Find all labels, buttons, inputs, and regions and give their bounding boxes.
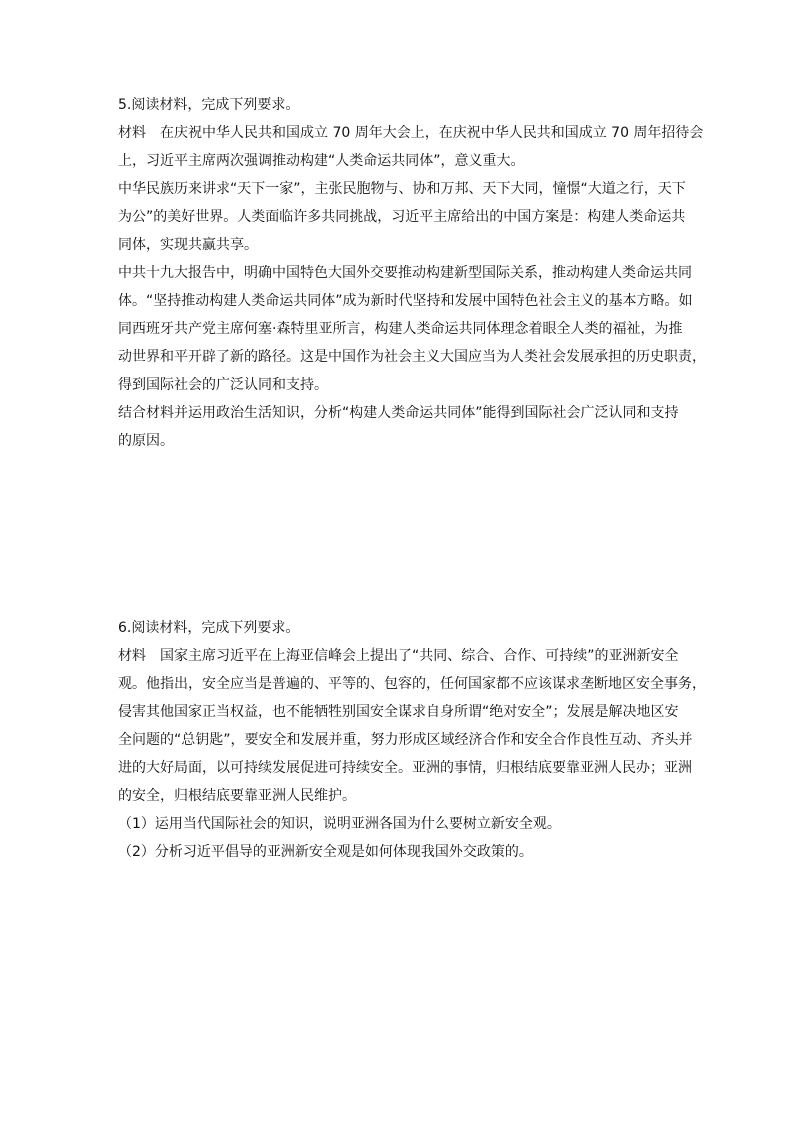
sub-question-2: （2）分析习近平倡导的亚洲新安全观是如何体现我国外交政策的。 xyxy=(118,844,533,860)
material-line: 观。他指出，安全应当是普遍的、平等的、包容的，任何国家都不应该谋求垄断地区安全事务， xyxy=(118,676,706,692)
material-line: 同体，实现共赢共享。 xyxy=(118,237,258,253)
material-line: 进的大好局面，以可持续发展促进可持续安全。亚洲的事情，归根结底要靠亚洲人民办；亚洲 xyxy=(118,760,692,776)
material-line: 中共十九大报告中，明确中国特色大国外交要推动构建新型国际关系，推动构建人类命运共同 xyxy=(118,265,692,281)
material-line: 同西班牙共产党主席何塞·森特里亚所言，构建人类命运共同体理念着眼全人类的福祉，为推 xyxy=(118,321,683,337)
material-line: 中华民族历来讲求“天下一家”，主张民胞物与、协和万邦、天下大同，憧憬“大道之行，天下 xyxy=(118,181,686,197)
question-prompt-line: 的原因。 xyxy=(118,433,174,449)
question-prompt-line: 结合材料并运用政治生活知识，分析“构建人类命运共同体”能得到国际社会广泛认同和支持 xyxy=(118,405,679,421)
material-line: 动世界和平开辟了新的路径。这是中国作为社会主义大国应当为人类社会发展承担的历史职责， xyxy=(118,349,706,365)
material-line: 材料 国家主席习近平在上海亚信峰会上提出了“共同、综合、合作、可持续”的亚洲新安全 xyxy=(118,648,679,664)
material-line: 体。“坚持推动构建人类命运共同体”成为新时代坚持和发展中国特色社会主义的基本方略。如 xyxy=(118,293,693,309)
question-6-heading: 6.阅读材料，完成下列要求。 xyxy=(118,620,300,636)
material-line: 材料 在庆祝中华人民共和国成立 70 周年大会上，在庆祝中华人民共和国成立 70 周年招待会 xyxy=(118,125,704,141)
material-line: 侵害其他国家正当权益，也不能牺牲别国安全谋求自身所谓“绝对安全”；发展是解决地区安 xyxy=(118,704,679,720)
material-line: 的安全，归根结底要靠亚洲人民维护。 xyxy=(118,788,356,804)
sub-question-1: （1）运用当代国际社会的知识，说明亚洲各国为什么要树立新安全观。 xyxy=(118,816,561,832)
material-line: 全问题的“总钥匙”，要安全和发展并重，努力形成区域经济合作和安全合作良性互动、齐头并 xyxy=(118,732,693,748)
question-6 xyxy=(118,614,710,866)
material-line: 得到国际社会的广泛认同和支持。 xyxy=(118,377,328,393)
question-5-heading: 5.阅读材料，完成下列要求。 xyxy=(118,97,300,113)
question-5 xyxy=(118,91,710,455)
material-line: 为公”的美好世界。人类面临许多共同挑战，习近平主席给出的中国方案是：构建人类命运共 xyxy=(118,209,686,225)
material-line: 上，习近平主席两次强调推动构建“人类命运共同体”，意义重大。 xyxy=(118,153,525,169)
